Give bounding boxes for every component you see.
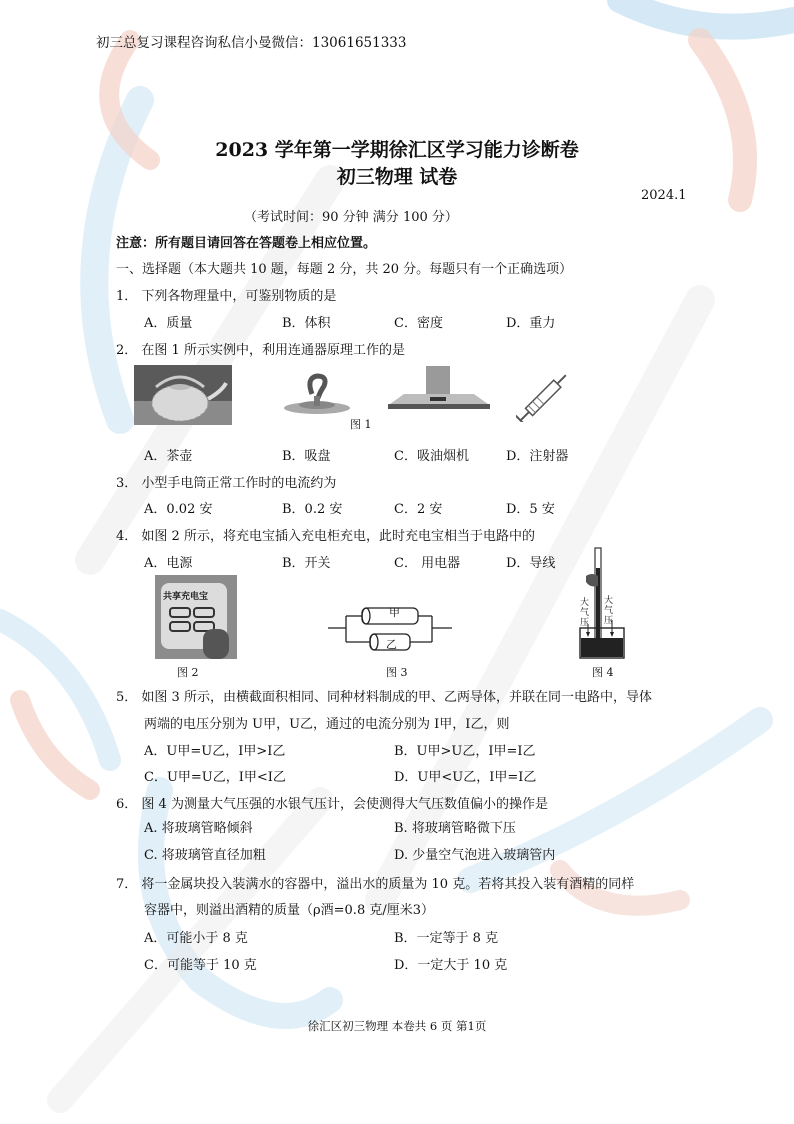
q1-stem: 1． 下列各物理量中，可鉴别物质的是 bbox=[116, 289, 337, 304]
q6-option-d: D. 少量空气泡进入玻璃管内 bbox=[394, 848, 556, 863]
q2-stem: 2． 在图 1 所示实例中，利用连通器原理工作的是 bbox=[116, 343, 405, 358]
page-footer: 徐汇区初三物理 本卷共 6 页 第1页 bbox=[307, 1019, 487, 1033]
q5-option-a: A．U甲=U乙，I甲>I乙 bbox=[144, 744, 286, 759]
resistor-yi-label: 乙 bbox=[386, 638, 397, 651]
q2-option-c: C．吸油烟机 bbox=[394, 449, 469, 464]
exam-info: （考试时间：90 分钟 满分 100 分） bbox=[244, 210, 458, 225]
page-subtitle: 初三物理 试卷 bbox=[336, 166, 458, 188]
resistor-jia-label: 甲 bbox=[389, 606, 400, 619]
q3-stem: 3． 小型手电筒正常工作时的电流约为 bbox=[116, 476, 337, 491]
q1-option-d: D．重力 bbox=[506, 316, 556, 331]
q3-option-a: A．0.02 安 bbox=[144, 502, 213, 517]
atm-pressure-right-label: 大气压 bbox=[604, 596, 614, 626]
q7-option-d: D．一定大于 10 克 bbox=[394, 958, 508, 973]
exam-date: 2024.1 bbox=[641, 188, 687, 203]
q5-option-b: B．U甲>U乙，I甲=I乙 bbox=[394, 744, 536, 759]
figure-2-caption: 图 2 bbox=[177, 666, 199, 679]
q5-stem-line1: 5． 如图 3 所示，由横截面积相同、同种材料制成的甲、乙两导体，并联在同一电路中，导体 bbox=[116, 690, 652, 705]
suction-cup-image bbox=[280, 372, 354, 420]
atm-pressure-left-label: 大气压 bbox=[580, 598, 590, 628]
q4-option-c: C． 用电器 bbox=[394, 556, 461, 571]
q2-option-a: A．茶壶 bbox=[144, 449, 193, 464]
page-title: 2023 学年第一学期徐汇区学习能力诊断卷 bbox=[215, 139, 579, 161]
q3-option-b: B．0.2 安 bbox=[282, 502, 343, 517]
figure-4-caption: 图 4 bbox=[592, 666, 614, 679]
cabinet-label: 共享充电宝 bbox=[163, 592, 209, 602]
q7-option-b: B．一定等于 8 克 bbox=[394, 931, 499, 946]
q4-option-a: A．电源 bbox=[144, 556, 193, 571]
q3-option-c: C．2 安 bbox=[394, 502, 443, 517]
q4-stem: 4． 如图 2 所示，将充电宝插入充电柜充电，此时充电宝相当于电路中的 bbox=[116, 529, 535, 544]
q6-option-b: B. 将玻璃管略微下压 bbox=[394, 821, 516, 836]
q1-option-b: B．体积 bbox=[282, 316, 331, 331]
figure-1-caption: 图 1 bbox=[350, 418, 372, 431]
q5-stem-line2: 两端的电压分别为 U甲，U乙，通过的电流分别为 I甲，I乙，则 bbox=[144, 717, 510, 732]
header-note: 初三总复习课程咨询私信小曼微信：13061651333 bbox=[96, 35, 407, 51]
figure-3-caption: 图 3 bbox=[386, 666, 408, 679]
q4-option-b: B．开关 bbox=[282, 556, 331, 571]
q7-stem-line2: 容器中，则溢出酒精的质量（ρ酒=0.8 克/厘米3） bbox=[144, 903, 434, 918]
q2-option-d: D．注射器 bbox=[506, 449, 569, 464]
q5-option-d: D．U甲<U乙，I甲=I乙 bbox=[394, 770, 537, 785]
section-heading: 一、选择题（本大题共 10 题，每题 2 分，共 20 分。每题只有一个正确选项） bbox=[116, 262, 573, 277]
q6-option-a: A. 将玻璃管略倾斜 bbox=[144, 821, 253, 836]
q4-option-d: D．导线 bbox=[506, 556, 556, 571]
q7-stem-line1: 7． 将一金属块投入装满水的容器中，溢出水的质量为 10 克。若将其投入装有酒精的同样 bbox=[116, 877, 635, 892]
q5-option-c: C．U甲=U乙，I甲<I乙 bbox=[144, 770, 286, 785]
q6-option-c: C. 将玻璃管直径加粗 bbox=[144, 848, 266, 863]
q2-option-b: B．吸盘 bbox=[282, 449, 331, 464]
notice: 注意：所有题目请回答在答题卷上相应位置。 bbox=[116, 236, 377, 251]
q6-stem: 6． 图 4 为测量大气压强的水银气压计，会使测得大气压数值偏小的操作是 bbox=[116, 797, 548, 812]
q1-option-a: A．质量 bbox=[144, 316, 193, 331]
q3-option-d: D．5 安 bbox=[506, 502, 555, 517]
teapot-image bbox=[134, 365, 232, 425]
q7-option-a: A．可能小于 8 克 bbox=[144, 931, 248, 946]
charging-cabinet-image bbox=[155, 575, 237, 659]
q1-option-c: C．密度 bbox=[394, 316, 443, 331]
range-hood-image bbox=[386, 366, 492, 418]
syringe-image bbox=[516, 368, 576, 422]
q7-option-c: C．可能等于 10 克 bbox=[144, 958, 257, 973]
